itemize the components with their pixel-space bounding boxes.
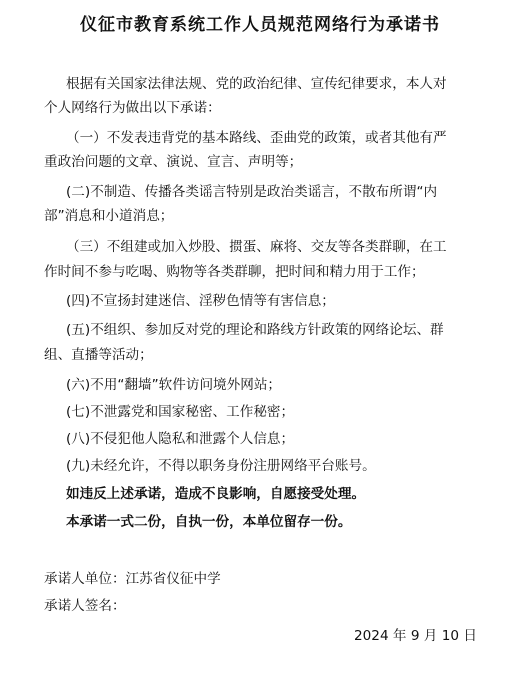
item-8: (八)不侵犯他人隐私和泄露个人信息；	[66, 431, 295, 447]
item-5-line-1: (五)不组织、参加反对党的理论和路线方针政策的网络论坛、群	[66, 322, 444, 338]
intro-line-2: 个人网络行为做出以下承诺：	[44, 100, 221, 116]
violation-statement: 如违反上述承诺，造成不良影响，自愿接受处理。	[66, 486, 366, 502]
item-2-line-1: (二)不制造、传播各类谣言特别是政治类谣言，不散布所谓“内	[66, 184, 438, 200]
intro-line-1: 根据有关国家法律法规、党的政治纪律、宣传纪律要求，本人对	[66, 76, 447, 92]
item-1-line-1: （一）不发表违背党的基本路线、歪曲党的政策，或者其他有严	[66, 130, 447, 146]
date-line: 2024 年 9 月 10 日	[354, 628, 477, 644]
item-4: (四)不宣扬封建迷信、淫秽色情等有害信息；	[66, 293, 335, 309]
unit-line: 承诺人单位：江苏省仪征中学	[44, 571, 221, 587]
item-1-line-2: 重政治问题的文章、演说、宣言、声明等；	[44, 154, 303, 170]
copies-statement: 本承诺一式二份，自执一份，本单位留存一份。	[66, 514, 352, 530]
item-2-line-2: 部”消息和小道消息；	[44, 208, 174, 224]
item-7: (七)不泄露党和国家秘密、工作秘密；	[66, 404, 295, 420]
signature-line: 承诺人签名：	[44, 598, 126, 614]
document-title: 仪征市教育系统工作人员规范网络行为承诺书	[80, 15, 440, 35]
item-3-line-2: 作时间不参与吃喝、购物等各类群聊，把时间和精力用于工作；	[44, 264, 425, 280]
item-5-line-2: 组、直播等活动；	[44, 347, 153, 363]
item-3-line-1: （三）不组建或加入炒股、掼蛋、麻将、交友等各类群聊，在工	[66, 239, 447, 255]
item-9: (九)未经允许，不得以职务身份注册网络平台账号。	[66, 458, 376, 474]
item-6: (六)不用“翻墙”软件访问境外网站；	[66, 377, 282, 393]
